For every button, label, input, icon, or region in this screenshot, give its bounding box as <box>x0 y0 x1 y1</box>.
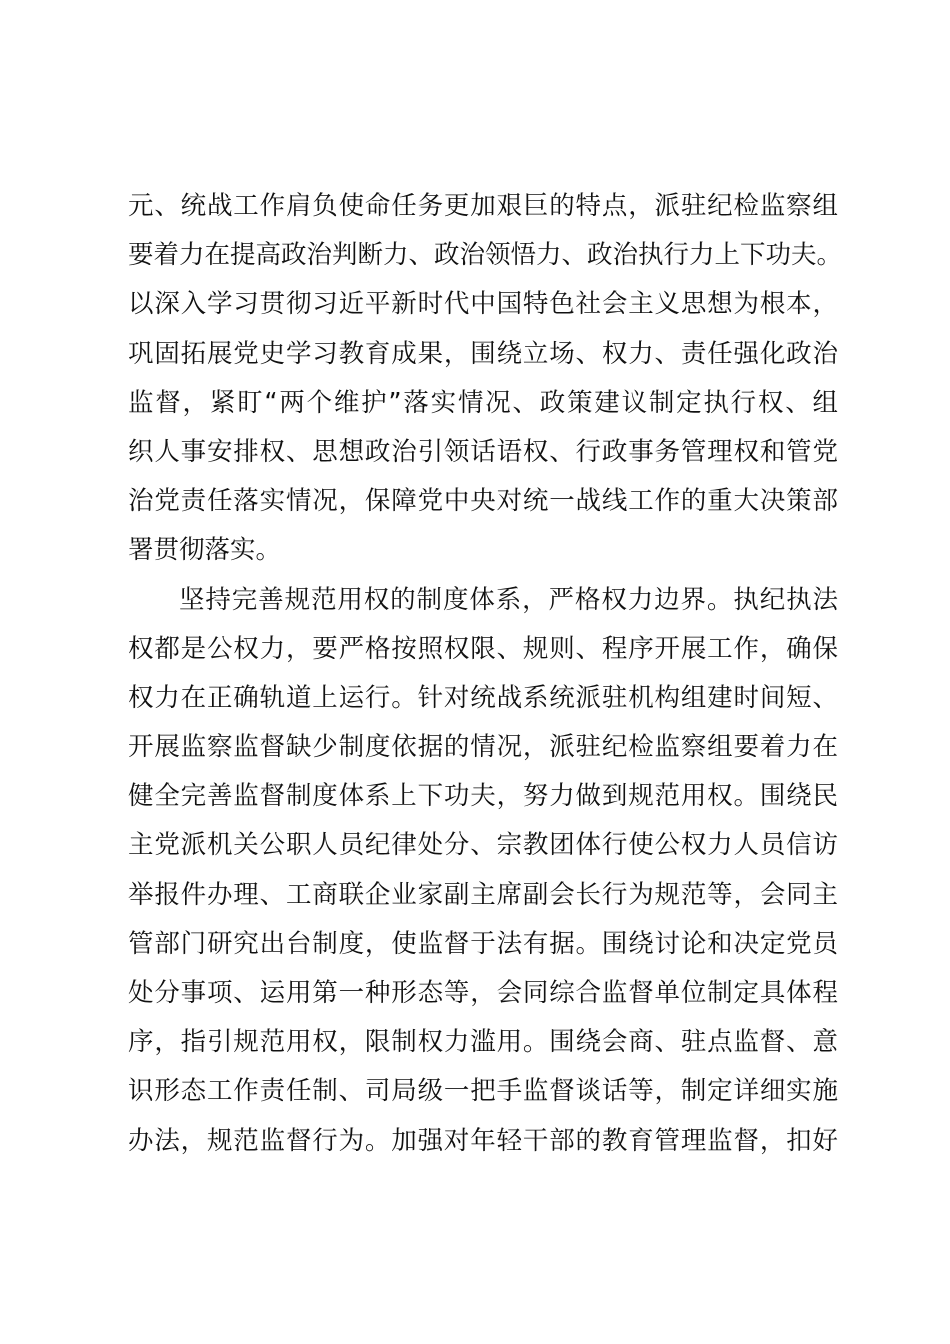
document-body <box>128 182 843 1166</box>
text-line: 织人事安排权、思想政治引领话语权、行政事务管理权和管党 <box>128 436 838 467</box>
paragraph-first-line: 坚持完善规范用权的制度体系，严格权力边界。执纪执法 <box>179 584 838 615</box>
text-line: 管部门研究出台制度，使监督于法有据。围绕讨论和决定党员 <box>128 928 838 959</box>
text-line: 序，指引规范用权，限制权力滥用。围绕会商、驻点监督、意 <box>128 1027 838 1058</box>
text-line: 权力在正确轨道上运行。针对统战系统派驻机构组建时间短、 <box>128 682 838 713</box>
text-line: 举报件办理、工商联企业家副主席副会长行为规范等，会同主 <box>128 879 838 910</box>
text-line: 识形态工作责任制、司局级一把手监督谈话等，制定详细实施 <box>128 1076 838 1107</box>
text-line: 监督，紧盯“两个维护”落实情况、政策建议制定执行权、组 <box>128 387 838 418</box>
text-line: 处分事项、运用第一种形态等，会同综合监督单位制定具体程 <box>128 978 838 1008</box>
text-line: 开展监察监督缺少制度依据的情况，派驻纪检监察组要着力在 <box>128 732 838 763</box>
text-line: 治党责任落实情况，保障党中央对统一战线工作的重大决策部 <box>128 486 838 517</box>
text-line: 以深入学习贯彻习近平新时代中国特色社会主义思想为根本， <box>128 289 838 320</box>
text-line: 权都是公权力，要严格按照权限、规则、程序开展工作，确保 <box>128 633 838 664</box>
text-line: 办法，规范监督行为。加强对年轻干部的教育管理监督，扣好 <box>128 1125 838 1156</box>
text-line: 健全完善监督制度体系上下功夫，努力做到规范用权。围绕民 <box>128 781 838 812</box>
text-line: 署贯彻落实。 <box>128 535 282 566</box>
text-line: 主党派机关公职人员纪律处分、宗教团体行使公权力人员信访 <box>128 830 838 861</box>
text-line: 元、统战工作肩负使命任务更加艰巨的特点，派驻纪检监察组 <box>128 191 838 221</box>
text-line: 巩固拓展党史学习教育成果，围绕立场、权力、责任强化政治 <box>128 338 838 369</box>
text-line: 要着力在提高政治判断力、政治领悟力、政治执行力上下功夫。 <box>128 240 843 271</box>
